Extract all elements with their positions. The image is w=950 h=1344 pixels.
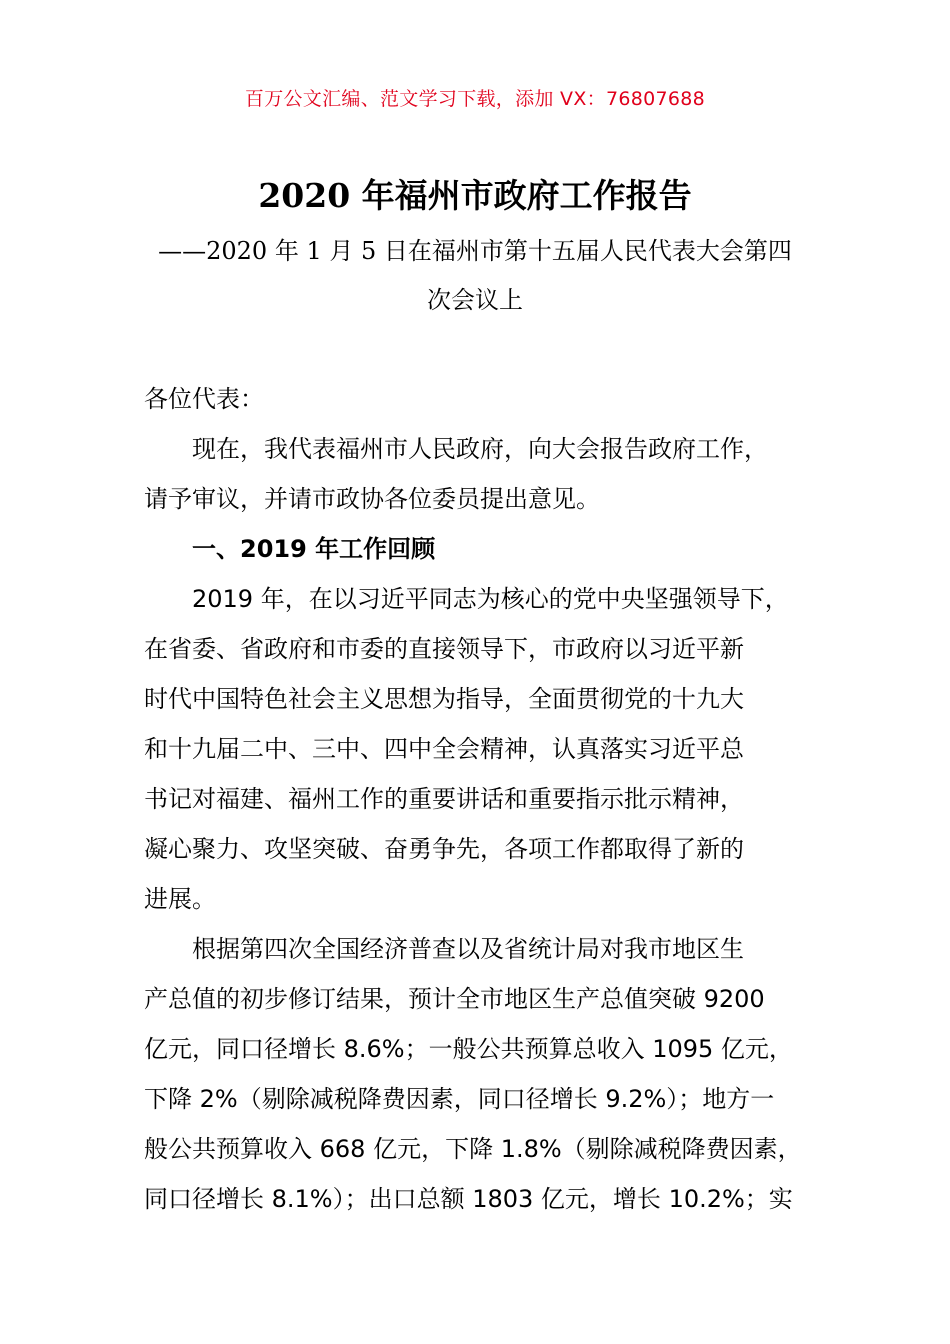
- subtitle-line-1: ——2020 年 1 月 5 日在福州市第十五届人民代表大会第四: [158, 237, 792, 265]
- paragraph-line: 和十九届二中、三中、四中全会精神，认真落实习近平总: [144, 735, 744, 763]
- watermark-header: 百万公文汇编、范文学习下载，添加 VX：76807688: [244, 88, 706, 110]
- salutation: 各位代表：: [144, 385, 264, 413]
- document-body: [144, 374, 814, 1224]
- paragraph-line: 现在，我代表福州市人民政府，向大会报告政府工作，: [192, 435, 768, 463]
- paragraph-line: 同口径增长 8.1%）；出口总额 1803 亿元，增长 10.2%；实: [144, 1185, 793, 1213]
- paragraph-line: 亿元，同口径增长 8.6%；一般公共预算总收入 1095 亿元，: [144, 1035, 793, 1063]
- paragraph-line: 时代中国特色社会主义思想为指导，全面贯彻党的十九大: [144, 685, 744, 713]
- paragraph-line: 请予审议，并请市政协各位委员提出意见。: [144, 485, 600, 513]
- paragraph-line: 下降 2%（剔除减税降费因素，同口径增长 9.2%）；地方一: [144, 1085, 775, 1113]
- paragraph-line: 在省委、省政府和市委的直接领导下，市政府以习近平新: [144, 635, 744, 663]
- paragraph-line: 产总值的初步修订结果，预计全市地区生产总值突破 9200: [144, 985, 765, 1013]
- paragraph-line: 凝心聚力、攻坚突破、奋勇争先，各项工作都取得了新的: [144, 835, 744, 863]
- paragraph-line: 进展。: [144, 885, 216, 913]
- subtitle-line-2: 次会议上: [427, 286, 523, 314]
- paragraph-line: 2019 年，在以习近平同志为核心的党中央坚强领导下，: [192, 585, 789, 613]
- paragraph-line: 书记对福建、福州工作的重要讲话和重要指示批示精神，: [144, 785, 744, 813]
- section-heading: 一、2019 年工作回顾: [192, 535, 436, 563]
- paragraph-line: 般公共预算收入 668 亿元，下降 1.8%（剔除减税降费因素，: [144, 1135, 802, 1163]
- paragraph-line: 根据第四次全国经济普查以及省统计局对我市地区生: [192, 935, 744, 963]
- document-title: 2020 年福州市政府工作报告: [258, 176, 692, 215]
